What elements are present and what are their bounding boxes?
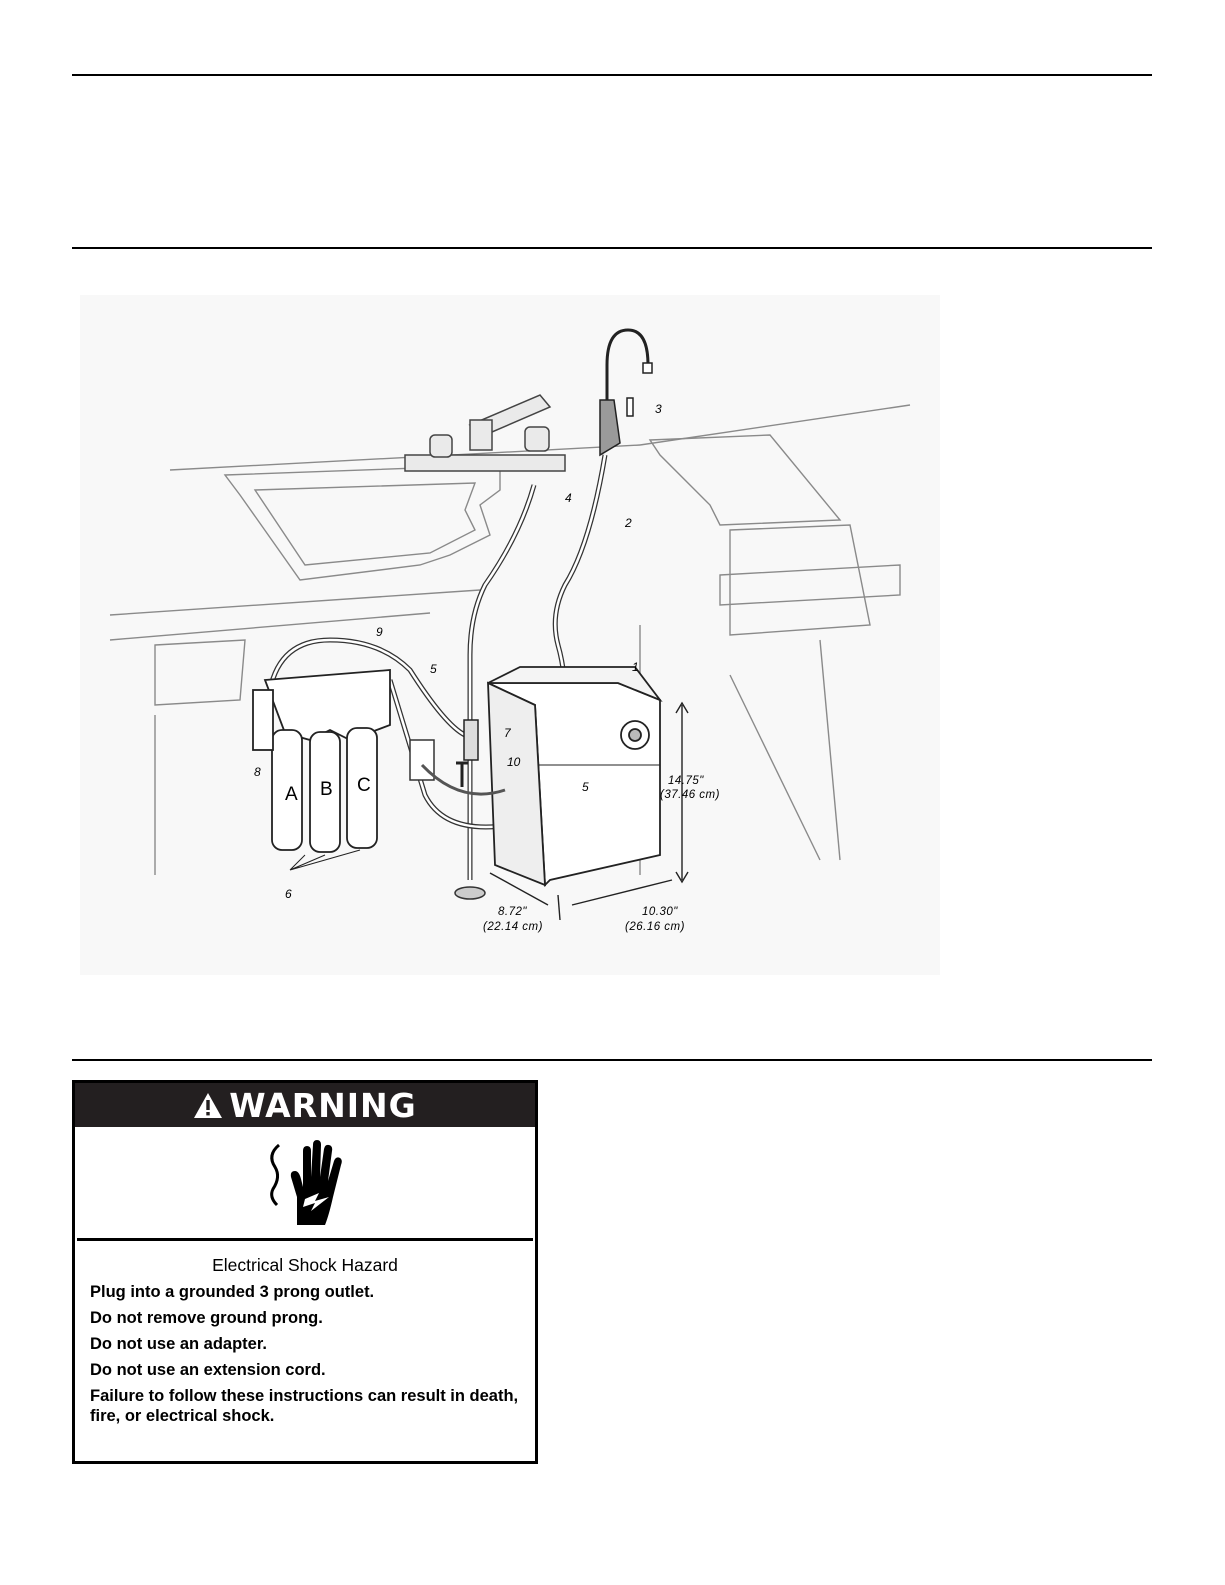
hazard-line: Do not remove ground prong. (90, 1309, 323, 1327)
callout-5-upper: 5 (430, 662, 437, 676)
callout-6: 6 (285, 887, 292, 901)
width-dimension-in: 10.30" (642, 906, 678, 918)
section-rule-1 (72, 247, 1152, 249)
hazard-line: Failure to follow these instructions can result in death, fire, or electrical shock. (90, 1387, 519, 1425)
callout-8: 8 (254, 765, 261, 779)
hazard-line: Do not use an adapter. (90, 1335, 267, 1353)
electrical-shock-hand-icon (257, 1137, 351, 1229)
hazard-line: Plug into a grounded 3 prong outlet. (90, 1283, 375, 1301)
warning-triangle-icon (193, 1092, 223, 1119)
pictogram-area (77, 1127, 533, 1241)
hazard-instructions (90, 1282, 535, 1432)
depth-dimension-in: 8.72" (498, 906, 527, 918)
hazard-line: Do not use an extension cord. (90, 1361, 326, 1379)
section-rule-2 (72, 1059, 1152, 1061)
hazard-title: Electrical Shock Hazard (212, 1255, 398, 1275)
depth-dimension-cm: (22.14 cm) (483, 921, 543, 933)
callout-2: 2 (625, 516, 632, 530)
height-dimension-cm: (37.46 cm) (660, 789, 720, 801)
cartridge-label-c: C (357, 775, 371, 796)
callout-3: 3 (655, 402, 662, 416)
callout-9: 9 (376, 625, 383, 639)
callout-7: 7 (504, 726, 511, 740)
width-dimension-cm: (26.16 cm) (625, 921, 685, 933)
warning-word: WARNING (229, 1085, 417, 1125)
callout-5-lower: 5 (582, 780, 589, 794)
warning-box (72, 1080, 538, 1464)
warning-header (75, 1083, 535, 1127)
height-dimension-in: 14.75" (668, 775, 704, 787)
top-rule (72, 74, 1152, 76)
callout-4: 4 (565, 491, 572, 505)
callout-10: 10 (507, 755, 521, 769)
cartridge-label-a: A (285, 784, 298, 805)
installation-diagram (80, 295, 940, 975)
cartridge-label-b: B (320, 779, 333, 800)
callout-1: 1 (632, 660, 639, 674)
